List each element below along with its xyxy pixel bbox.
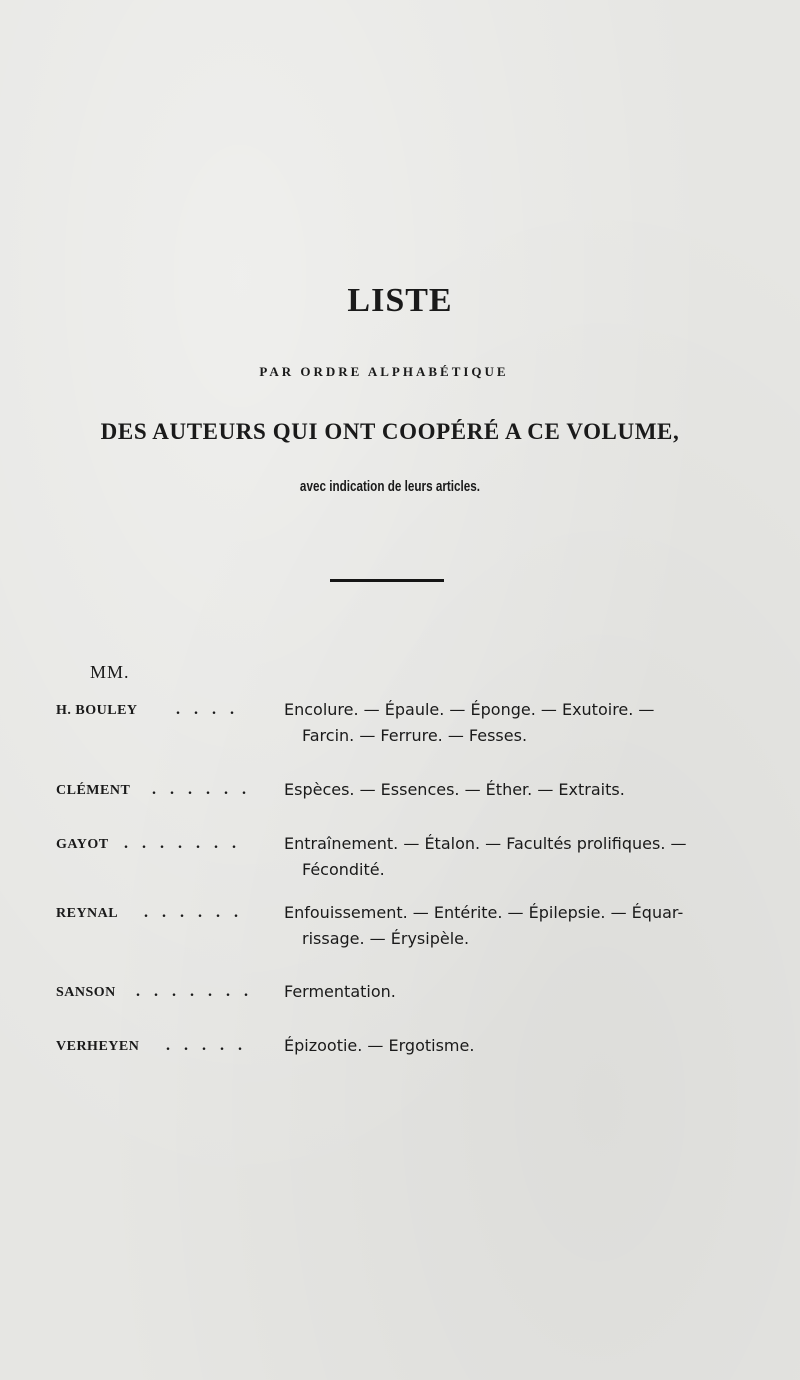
author-articles [284, 1033, 746, 1059]
author-name: VERHEYEN [56, 1039, 140, 1054]
page-title: LISTE [347, 282, 453, 319]
articles-line: Encolure. — Épaule. — Éponge. — Exutoire. — [284, 700, 655, 719]
leader-dots: . . . . . . [152, 781, 251, 798]
salutation: MM. [90, 662, 130, 682]
author-name: GAYOT [56, 837, 109, 852]
author-name: H. BOULEY [56, 703, 138, 718]
articles-line-continued: rissage. — Érysipèle. [302, 929, 470, 948]
author-articles [284, 979, 746, 1005]
articles-line: Entraînement. — Étalon. — Facultés prolifiques. — [284, 834, 687, 853]
leader-dots: . . . . . . . [124, 835, 241, 852]
author-articles [284, 697, 746, 749]
divider-rule [330, 579, 444, 582]
author-articles [284, 831, 746, 883]
leader-dots: . . . . . . [144, 904, 243, 921]
subtitle: PAR ORDRE ALPHABÉTIQUE [259, 364, 509, 379]
articles-line: Fermentation. [284, 982, 396, 1001]
author-articles [284, 900, 746, 952]
articles-line: Enfouissement. — Entérite. — Épilepsie. — Équar- [284, 903, 684, 922]
leader-dots: . . . . . [166, 1037, 247, 1054]
author-articles [284, 777, 746, 803]
author-name: REYNAL [56, 906, 119, 921]
articles-line-continued: Fécondité. [302, 860, 385, 879]
note: avec indication de leurs articles. [299, 478, 481, 495]
author-name: CLÉMENT [56, 783, 131, 798]
author-name: SANSON [56, 985, 116, 1000]
leader-dots: . . . . [176, 701, 239, 718]
articles-line-continued: Farcin. — Ferrure. — Fesses. [302, 726, 528, 745]
leader-dots: . . . . . . . [136, 983, 253, 1000]
articles-line: Espèces. — Essences. — Éther. — Extraits. [284, 780, 625, 799]
articles-line: Épizootie. — Ergotisme. [284, 1036, 475, 1055]
heading: DES AUTEURS QUI ONT COOPÉRÉ A CE VOLUME, [100, 419, 680, 444]
